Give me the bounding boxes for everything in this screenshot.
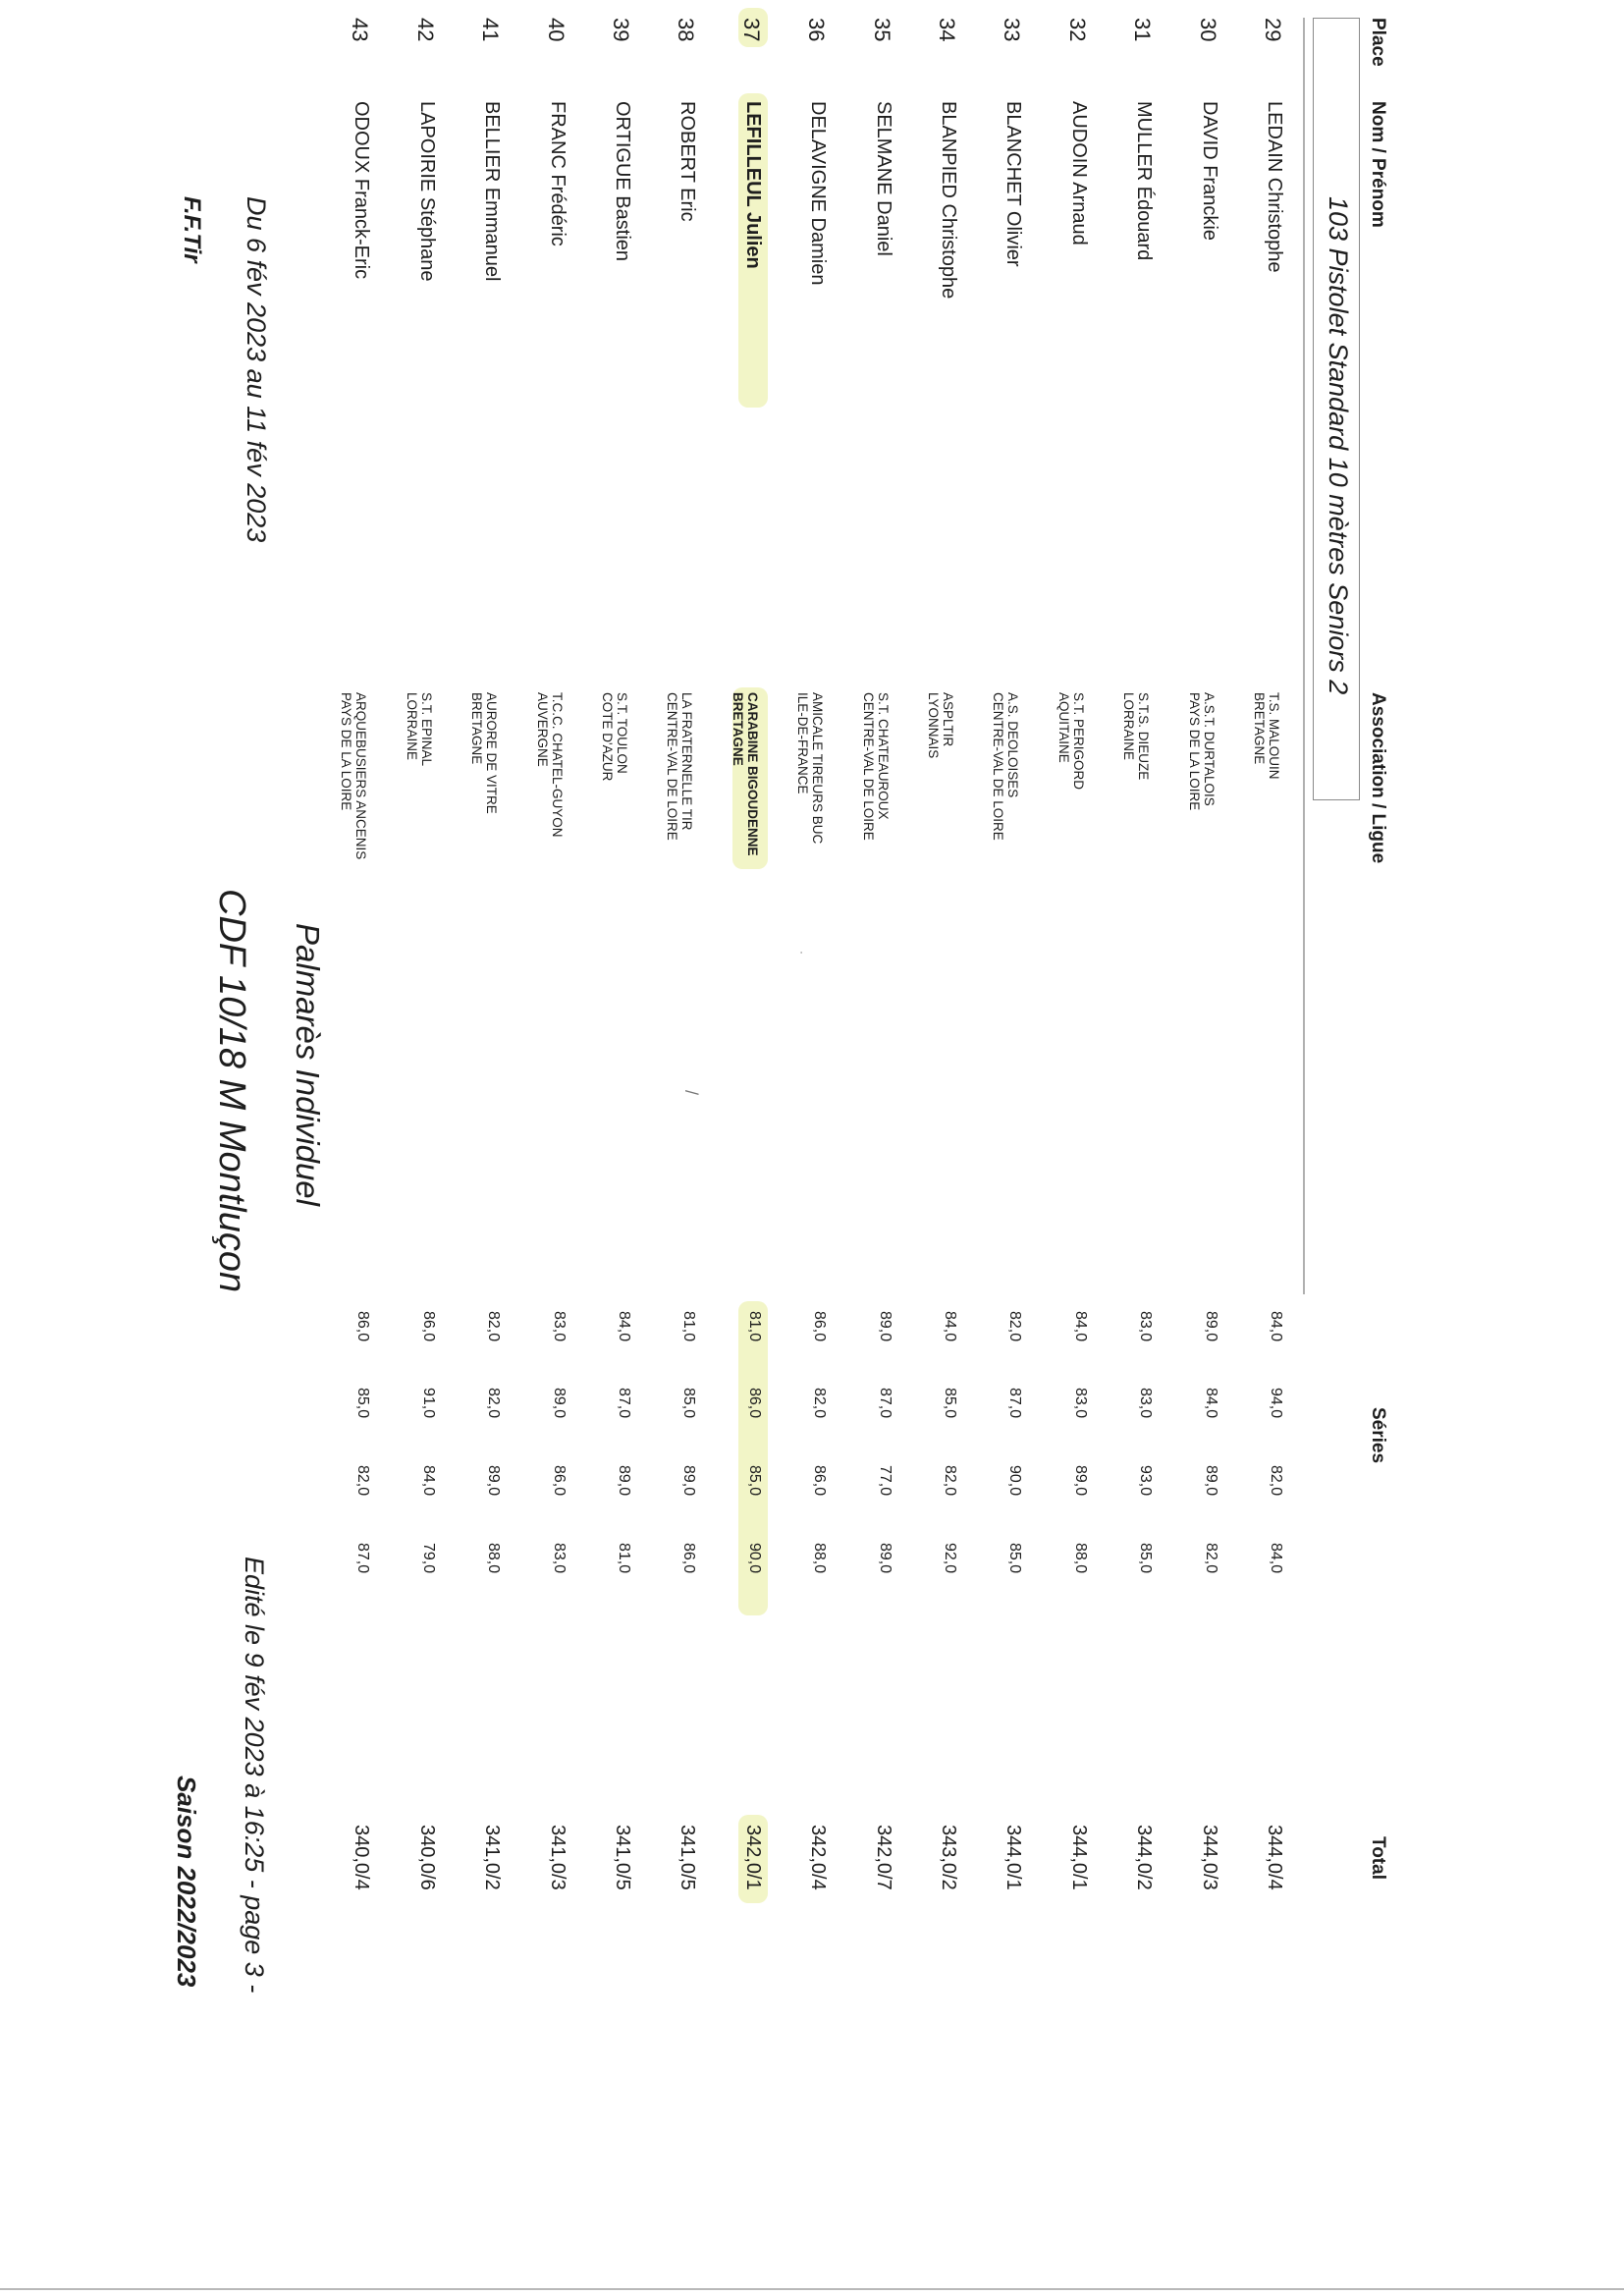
row-series-score: 85,0 xyxy=(745,1465,763,1497)
row-place: 42 xyxy=(412,18,438,42)
row-ligue: BRETAGNE xyxy=(469,692,485,765)
row-place: 43 xyxy=(348,18,373,42)
row-club: S.T. CHATEAUROUX xyxy=(875,692,891,820)
row-series-score: 82,0 xyxy=(1006,1311,1024,1342)
row-series-score: 90,0 xyxy=(745,1543,763,1574)
row-association xyxy=(405,692,434,766)
table-row xyxy=(438,0,503,2296)
row-series-score: 86,0 xyxy=(354,1311,372,1342)
table-row xyxy=(699,0,764,2296)
row-association xyxy=(1252,692,1281,780)
row-club: AMICALE TIREURS BUC xyxy=(810,692,826,845)
row-series-score: 85,0 xyxy=(1006,1543,1024,1574)
row-total: 342,0/4 xyxy=(807,1825,830,1890)
row-series-score: 81,0 xyxy=(745,1311,763,1342)
row-series-score: 89,0 xyxy=(1202,1311,1219,1342)
row-series-score: 77,0 xyxy=(876,1465,893,1497)
category-title: 103 Pistolet Standard 10 mètres Seniors 2 xyxy=(1324,196,1353,695)
row-name: AUDOIN Arnaud xyxy=(1067,101,1090,246)
row-club: A.S.T. DURTALOIS xyxy=(1201,692,1217,806)
table-row xyxy=(307,0,372,2296)
row-club: S.T. EPINAL xyxy=(418,692,434,767)
row-series-score: 86,0 xyxy=(419,1311,437,1342)
row-series-score: 93,0 xyxy=(1137,1465,1155,1497)
row-series-score: 84,0 xyxy=(1202,1388,1219,1419)
row-name: ROBERT Eric xyxy=(677,101,699,222)
row-series-score: 82,0 xyxy=(1202,1543,1219,1574)
row-club: S.T.S. DIEUZE xyxy=(1136,692,1152,781)
row-series-score: 89,0 xyxy=(680,1465,698,1497)
row-name: DELAVIGNE Damien xyxy=(807,101,830,286)
row-club: ASPLTIR xyxy=(941,692,955,747)
row-association xyxy=(731,692,760,856)
row-series-score: 86,0 xyxy=(680,1543,698,1574)
row-place: 30 xyxy=(1195,18,1220,42)
row-series-score: 84,0 xyxy=(942,1311,958,1342)
table-row xyxy=(1090,0,1155,2296)
row-series-score: 79,0 xyxy=(419,1543,437,1574)
row-series-score: 88,0 xyxy=(1071,1543,1089,1574)
row-association xyxy=(469,692,499,814)
event-dates: Du 6 fév 2023 au 11 fév 2023 xyxy=(242,196,271,543)
row-series-score: 89,0 xyxy=(616,1465,632,1497)
row-association xyxy=(1187,692,1217,810)
row-total: 344,0/1 xyxy=(1002,1825,1025,1890)
row-series-score: 86,0 xyxy=(550,1465,568,1497)
row-ligue: LYONNAIS xyxy=(926,692,941,759)
row-series-score: 86,0 xyxy=(811,1465,829,1497)
row-ligue: PAYS DE LA LOIRE xyxy=(339,692,354,811)
scan-edge-line xyxy=(0,2288,1624,2290)
table-row xyxy=(504,0,568,2296)
row-place: 29 xyxy=(1261,18,1285,42)
row-total: 340,0/4 xyxy=(351,1825,373,1890)
row-association xyxy=(991,692,1020,841)
row-club: AURORE DE VITRE xyxy=(484,692,500,814)
column-header-series: Séries xyxy=(1368,1407,1388,1464)
row-place: 33 xyxy=(1000,18,1025,42)
row-series-score: 85,0 xyxy=(1137,1543,1155,1574)
table-row xyxy=(1156,0,1220,2296)
row-association xyxy=(665,692,694,841)
row-association xyxy=(535,692,565,838)
row-total: 343,0/2 xyxy=(938,1825,959,1890)
row-series-score: 89,0 xyxy=(1202,1465,1219,1497)
row-series-score: 82,0 xyxy=(485,1388,503,1419)
row-ligue: CENTRE-VAL DE LOIRE xyxy=(991,692,1006,841)
row-ligue: AQUITAINE xyxy=(1056,692,1071,763)
row-place: 39 xyxy=(609,18,633,42)
row-place: 34 xyxy=(935,18,959,42)
row-name: DAVID Franckie xyxy=(1198,101,1220,241)
row-association xyxy=(1121,692,1151,780)
row-association xyxy=(926,692,955,758)
row-ligue: PAYS DE LA LOIRE xyxy=(1186,692,1202,811)
table-row xyxy=(830,0,894,2296)
table-row xyxy=(373,0,438,2296)
row-total: 341,0/2 xyxy=(481,1825,504,1890)
row-association xyxy=(339,692,368,859)
column-header-place: Place xyxy=(1368,18,1388,67)
row-series-score: 89,0 xyxy=(876,1311,893,1342)
row-club: CARABINE BIGOUDENNE xyxy=(744,692,760,856)
row-series-score: 81,0 xyxy=(616,1543,632,1574)
row-place: 36 xyxy=(804,18,830,42)
season-label: Saison 2022/2023 xyxy=(172,1776,201,1988)
row-series-score: 85,0 xyxy=(942,1388,958,1419)
row-series-score: 88,0 xyxy=(811,1543,829,1574)
row-name: MULLER Édouard xyxy=(1133,101,1156,261)
table-row xyxy=(633,0,698,2296)
row-association xyxy=(795,692,825,844)
row-series-score: 84,0 xyxy=(1268,1311,1284,1342)
row-series-score: 89,0 xyxy=(550,1388,568,1419)
row-place: 35 xyxy=(869,18,894,42)
table-row xyxy=(1220,0,1285,2296)
row-name: BLANCHET Olivier xyxy=(1002,101,1025,267)
row-series-score: 90,0 xyxy=(1006,1465,1024,1497)
row-series-score: 83,0 xyxy=(550,1543,568,1574)
row-ligue: CENTRE-VAL DE LOIRE xyxy=(665,692,680,841)
row-name: SELMANE Daniel xyxy=(872,101,894,256)
row-series-score: 84,0 xyxy=(419,1465,437,1497)
row-series-score: 92,0 xyxy=(942,1543,958,1574)
row-total: 341,0/5 xyxy=(612,1825,633,1890)
row-series-score: 82,0 xyxy=(1268,1465,1284,1497)
row-series-score: 87,0 xyxy=(354,1543,372,1574)
row-ligue: ILE-DE-FRANCE xyxy=(795,692,811,794)
row-total: 344,0/3 xyxy=(1198,1825,1220,1890)
row-ligue: CENTRE-VAL DE LOIRE xyxy=(860,692,876,841)
row-series-score: 84,0 xyxy=(616,1311,632,1342)
row-ligue: COTE D'AZUR xyxy=(600,692,615,782)
table-row xyxy=(568,0,633,2296)
row-club: T.S. MALOUIN xyxy=(1267,692,1281,780)
row-series-score: 83,0 xyxy=(550,1311,568,1342)
row-series-score: 88,0 xyxy=(485,1543,503,1574)
row-club: LA FRATERNELLE TIR xyxy=(679,692,695,831)
row-ligue: LORRAINE xyxy=(404,692,419,761)
row-place: 40 xyxy=(543,18,568,42)
row-series-score: 86,0 xyxy=(745,1388,763,1419)
row-club: ARQUEBUSIERS ANCENIS xyxy=(353,692,369,860)
table-row xyxy=(894,0,959,2296)
row-series-score: 89,0 xyxy=(876,1543,893,1574)
column-header-name: Nom / Prénom xyxy=(1368,101,1388,228)
column-header-association: Association / Ligue xyxy=(1368,692,1388,864)
row-total: 344,0/1 xyxy=(1067,1825,1090,1890)
stray-mark: / xyxy=(681,1090,701,1096)
edition-info: Edité le 9 fév 2023 à 16:25 - page 3 - xyxy=(240,1557,269,1994)
row-place: 37 xyxy=(738,18,764,42)
row-name: BLANPIED Christophe xyxy=(938,101,959,300)
row-series-score: 82,0 xyxy=(354,1465,372,1497)
row-name: LEFILLEUL Julien xyxy=(741,101,764,269)
row-club: T.C.C. CHATEL-GUYON xyxy=(549,692,565,838)
row-club: A.S. DEOLOISES xyxy=(1005,692,1021,798)
organisation-name: F.F.Tir xyxy=(179,196,205,263)
column-header-total: Total xyxy=(1368,1836,1388,1880)
row-series-score: 94,0 xyxy=(1268,1388,1284,1419)
row-series-score: 87,0 xyxy=(1006,1388,1024,1419)
row-series-score: 91,0 xyxy=(419,1388,437,1419)
row-total: 344,0/4 xyxy=(1264,1825,1285,1890)
row-series-score: 83,0 xyxy=(1071,1388,1089,1419)
row-total: 341,0/5 xyxy=(677,1825,699,1890)
row-series-score: 87,0 xyxy=(616,1388,632,1419)
row-place: 32 xyxy=(1064,18,1090,42)
row-place: 31 xyxy=(1130,18,1156,42)
row-series-score: 86,0 xyxy=(811,1311,829,1342)
row-series-score: 87,0 xyxy=(876,1388,893,1419)
row-series-score: 89,0 xyxy=(485,1465,503,1497)
header-divider xyxy=(1303,18,1305,1294)
row-total: 340,0/6 xyxy=(415,1825,438,1890)
row-series-score: 89,0 xyxy=(1071,1465,1089,1497)
row-association xyxy=(600,692,629,781)
event-title: CDF 10/18 M Montluçon xyxy=(211,889,252,1293)
row-total: 342,0/1 xyxy=(741,1825,764,1890)
row-club: S.T. TOULON xyxy=(615,692,629,774)
row-place: 38 xyxy=(674,18,699,42)
row-total: 344,0/2 xyxy=(1133,1825,1156,1890)
row-association xyxy=(861,692,891,841)
row-name: LEDAIN Christophe xyxy=(1264,101,1285,273)
document-subtitle: Palmarès Individuel xyxy=(290,923,326,1206)
row-association xyxy=(1056,692,1086,790)
row-series-score: 81,0 xyxy=(680,1311,698,1342)
row-ligue: BRETAGNE xyxy=(1252,692,1267,765)
table-row xyxy=(764,0,829,2296)
row-name: ORTIGUE Bastien xyxy=(612,101,633,262)
row-name: BELLIER Emmanuel xyxy=(481,101,504,282)
row-total: 342,0/7 xyxy=(872,1825,894,1890)
table-row xyxy=(959,0,1024,2296)
row-series-score: 84,0 xyxy=(1071,1311,1089,1342)
row-name: LAPOIRIE Stéphane xyxy=(415,101,438,282)
row-series-score: 82,0 xyxy=(485,1311,503,1342)
stray-mark: · xyxy=(795,951,809,955)
row-ligue: LORRAINE xyxy=(1121,692,1137,761)
row-ligue: AUVERGNE xyxy=(534,692,550,767)
row-series-score: 83,0 xyxy=(1137,1311,1155,1342)
row-series-score: 84,0 xyxy=(1268,1543,1284,1574)
row-series-score: 85,0 xyxy=(680,1388,698,1419)
table-row xyxy=(1025,0,1090,2296)
row-club: S.T. PERIGORD xyxy=(1070,692,1086,791)
row-place: 41 xyxy=(478,18,504,42)
row-series-score: 82,0 xyxy=(811,1388,829,1419)
row-ligue: BRETAGNE xyxy=(730,692,745,766)
row-name: ODOUX Franck-Eric xyxy=(351,101,373,280)
row-series-score: 82,0 xyxy=(942,1465,958,1497)
row-name: FRANC Frédéric xyxy=(546,101,568,246)
row-series-score: 85,0 xyxy=(354,1388,372,1419)
row-total: 341,0/3 xyxy=(546,1825,568,1890)
row-series-score: 83,0 xyxy=(1137,1388,1155,1419)
